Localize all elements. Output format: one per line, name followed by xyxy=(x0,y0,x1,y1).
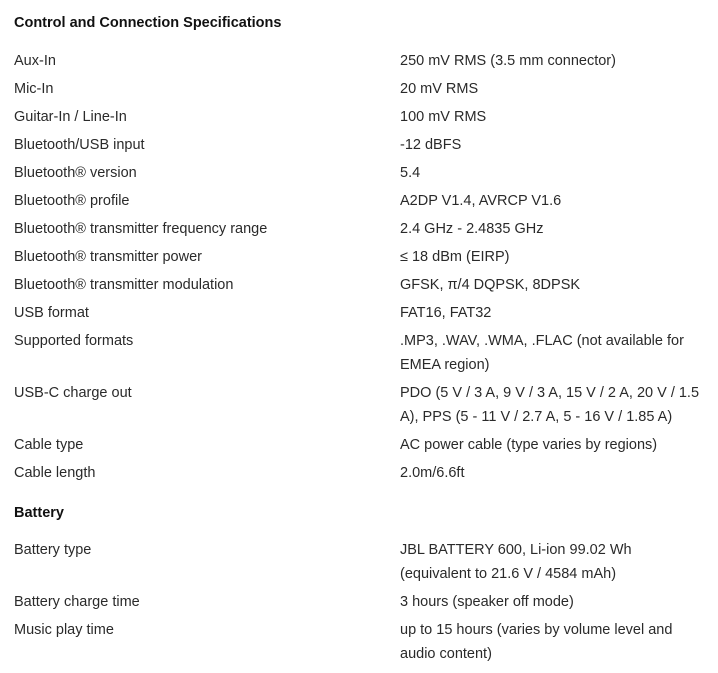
spec-value: AC power cable (type varies by regions) xyxy=(400,437,658,453)
spec-label: Mic-In xyxy=(14,81,54,97)
spec-value: up to 15 hours (varies by volume level and audio content) xyxy=(400,622,673,662)
spec-row xyxy=(14,133,704,161)
spec-value: 2.4 GHz - 2.4835 GHz xyxy=(400,221,544,237)
spec-value: 5.4 xyxy=(400,165,421,181)
spec-label: Battery type xyxy=(14,542,92,558)
spec-value: GFSK, π/4 DQPSK, 8DPSK xyxy=(400,277,581,293)
spec-label: USB format xyxy=(14,305,89,321)
spec-value: JBL BATTERY 600, Li-ion 99.02 Wh (equivalent to 21.6 V / 4584 mAh) xyxy=(400,542,632,582)
spec-row xyxy=(14,105,704,133)
spec-value: PDO (5 V / 3 A, 9 V / 3 A, 15 V / 2 A, 20 V / 1.5 A), PPS (5 - 11 V / 2.7 A, 5 - 16 V / 1.85 A) xyxy=(400,385,700,425)
spec-row xyxy=(14,329,704,381)
spec-table-control-connection xyxy=(14,49,704,489)
spec-label: Aux-In xyxy=(14,53,56,69)
spec-label: Battery charge time xyxy=(14,594,140,610)
spec-row xyxy=(14,273,704,301)
spec-label: Bluetooth® transmitter power xyxy=(14,249,202,265)
spec-row xyxy=(14,538,704,590)
spec-row xyxy=(14,245,704,273)
spec-label: Bluetooth® transmitter frequency range xyxy=(14,221,268,237)
spec-label: Bluetooth® profile xyxy=(14,193,130,209)
spec-row xyxy=(14,433,704,461)
spec-value: 2.0m/6.6ft xyxy=(400,465,465,481)
spec-row xyxy=(14,189,704,217)
spec-row xyxy=(14,590,704,618)
spec-label: Cable length xyxy=(14,465,96,481)
spec-row xyxy=(14,49,704,77)
spec-row xyxy=(14,381,704,433)
spec-value: 100 mV RMS xyxy=(400,109,487,125)
spec-table-battery xyxy=(14,538,704,670)
spec-row xyxy=(14,217,704,245)
section-title-control-connection: Control and Connection Specifications xyxy=(14,15,282,31)
spec-row xyxy=(14,77,704,105)
spec-value: A2DP V1.4, AVRCP V1.6 xyxy=(400,193,562,209)
spec-value: 3 hours (speaker off mode) xyxy=(400,594,574,610)
spec-label: Bluetooth/USB input xyxy=(14,137,145,153)
spec-label: Bluetooth® version xyxy=(14,165,137,181)
spec-value: 250 mV RMS (3.5 mm connector) xyxy=(400,53,616,69)
spec-row xyxy=(14,161,704,189)
spec-label: Supported formats xyxy=(14,333,134,349)
spec-label: Bluetooth® transmitter modulation xyxy=(14,277,234,293)
spec-label: Music play time xyxy=(14,622,114,638)
spec-label: Cable type xyxy=(14,437,84,453)
spec-label: USB-C charge out xyxy=(14,385,132,401)
spec-value: ≤ 18 dBm (EIRP) xyxy=(400,249,510,265)
spec-label: Guitar-In / Line-In xyxy=(14,109,127,125)
spec-value: 20 mV RMS xyxy=(400,81,479,97)
spec-row xyxy=(14,618,704,670)
spec-row xyxy=(14,461,704,489)
spec-row xyxy=(14,301,704,329)
spec-value: FAT16, FAT32 xyxy=(400,305,492,321)
section-title-battery: Battery xyxy=(14,505,64,521)
spec-value: -12 dBFS xyxy=(400,137,462,153)
spec-value: .MP3, .WAV, .WMA, .FLAC (not available for EMEA region) xyxy=(400,333,684,373)
